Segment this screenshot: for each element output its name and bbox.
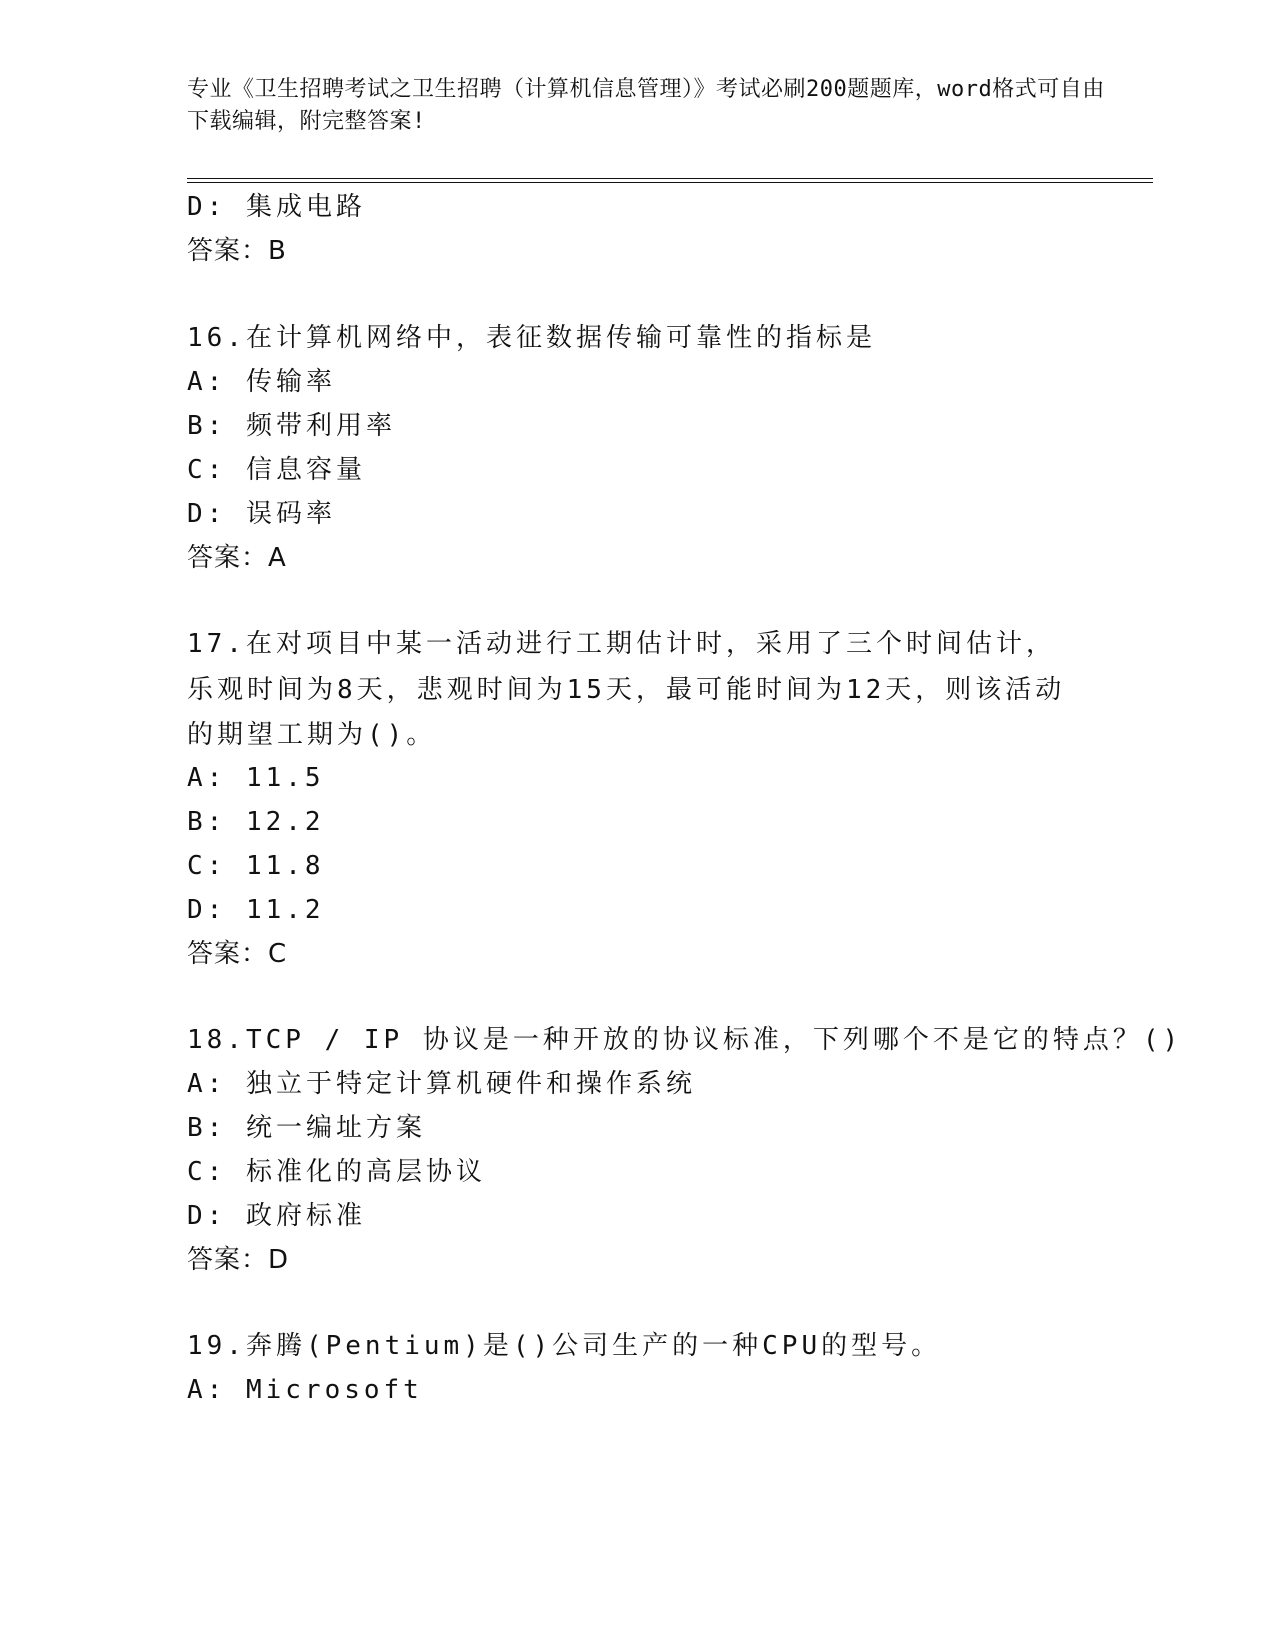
q17-answer: 答案：C <box>187 939 288 969</box>
q18-option-d: D: 政府标准 <box>187 1201 366 1231</box>
q17-option-a: A: 11.5 <box>187 763 325 793</box>
q17-option-c: C: 11.8 <box>187 851 325 881</box>
header-rule-bottom <box>187 182 1153 183</box>
document-header: 专业《卫生招聘考试之卫生招聘（计算机信息管理）》考试必刷200题题库，word格式可自由下载编辑，附完整答案! <box>187 77 1105 134</box>
q17-question: 17.在对项目中某一活动进行工期估计时，采用了三个时间估计，乐观时间为8天，悲观时间为15天，最可能时间为12天，则该活动的期望工期为()。 <box>187 629 1066 750</box>
header-rule-top <box>187 178 1153 179</box>
q19-question: 19.奔腾(Pentium)是()公司生产的一种CPU的型号。 <box>187 1331 942 1361</box>
q16-option-d: D: 误码率 <box>187 499 336 529</box>
q17-option-b: B: 12.2 <box>187 807 325 837</box>
q16-option-b: B: 频带利用率 <box>187 411 396 441</box>
q17-option-d: D: 11.2 <box>187 895 325 925</box>
q19-option-a: A: Microsoft <box>187 1375 423 1405</box>
q16-question: 16.在计算机网络中，表征数据传输可靠性的指标是 <box>187 323 876 353</box>
q15-option-d: D: 集成电路 <box>187 192 366 222</box>
q18-question: 18.TCP / IP 协议是一种开放的协议标准，下列哪个不是它的特点？() <box>187 1025 1183 1055</box>
q16-option-a: A: 传输率 <box>187 367 336 397</box>
q18-option-c: C: 标准化的高层协议 <box>187 1157 486 1187</box>
q16-option-c: C: 信息容量 <box>187 455 366 485</box>
q18-option-a: A: 独立于特定计算机硬件和操作系统 <box>187 1069 696 1099</box>
q16-answer: 答案：A <box>187 543 287 573</box>
q15-answer: 答案：B <box>187 236 287 266</box>
q18-answer: 答案：D <box>187 1245 290 1275</box>
q18-option-b: B: 统一编址方案 <box>187 1113 426 1143</box>
